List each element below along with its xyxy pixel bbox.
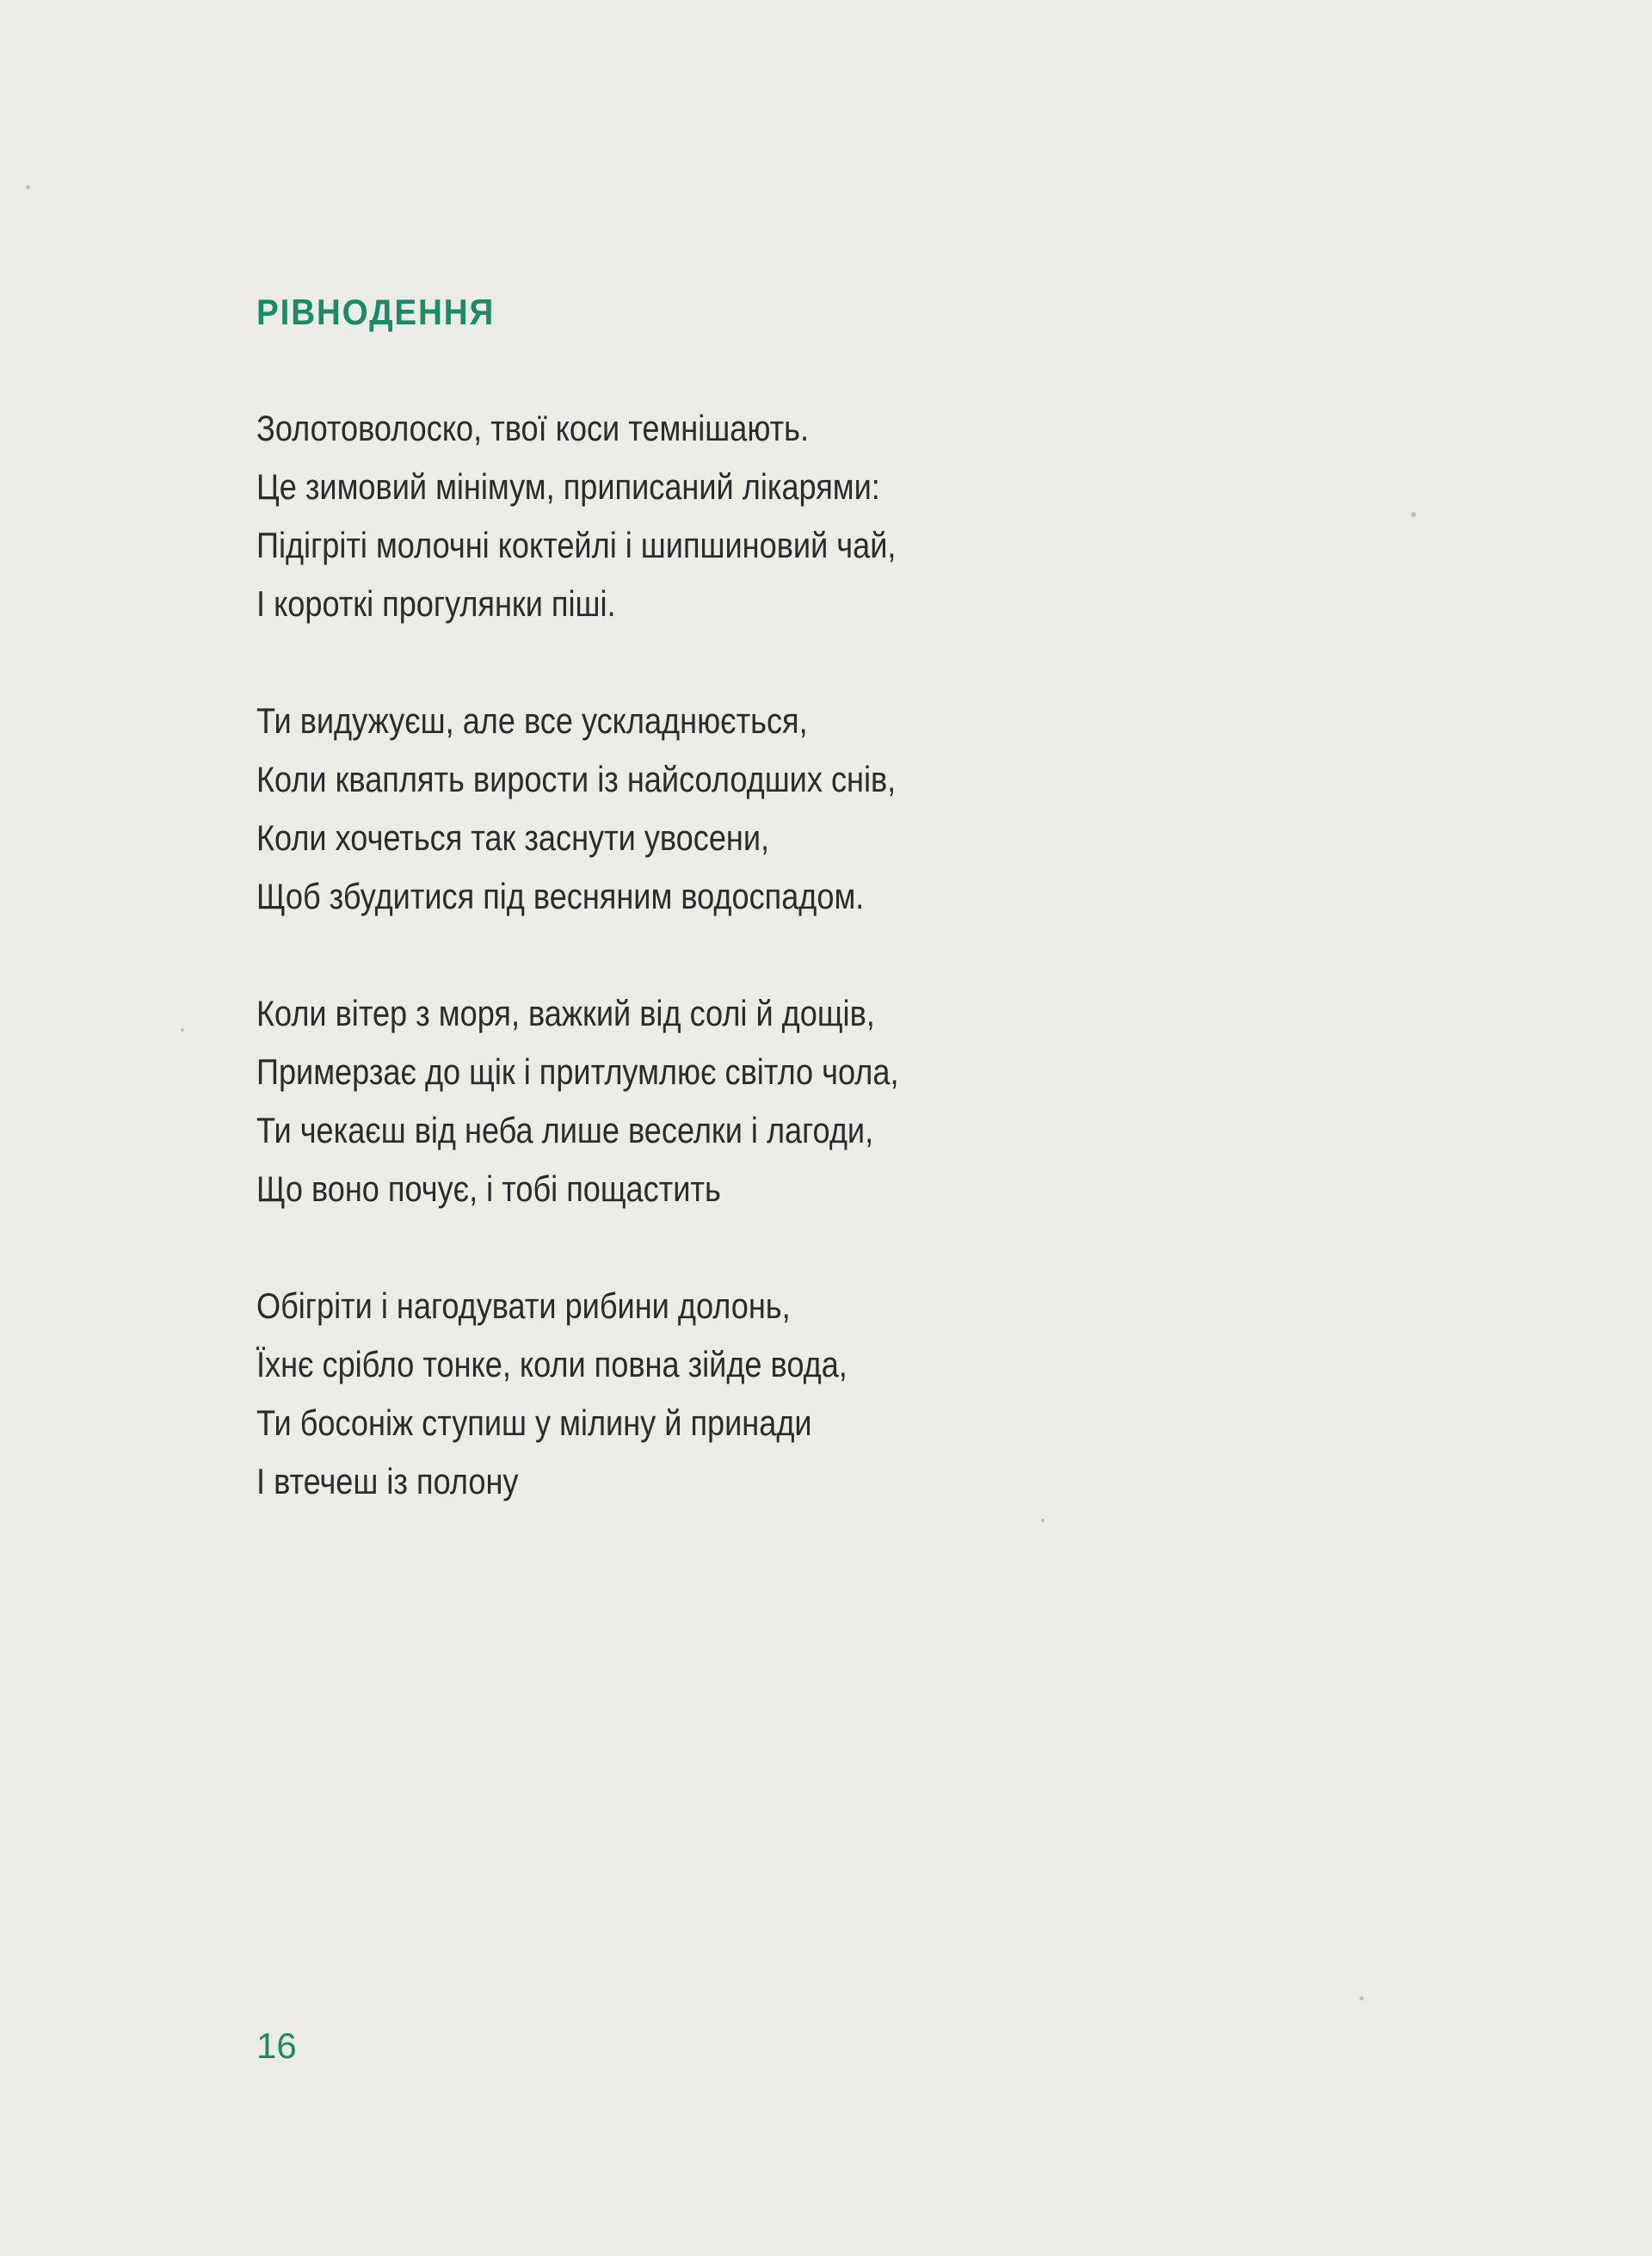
paper-speck (1041, 1519, 1045, 1522)
poem-line: Ти чекаєш від неба лише веселки і лагоди, (256, 1110, 874, 1150)
paper-speck (1411, 512, 1416, 517)
poem-line: Золотоволоско, твої коси темнішають. (256, 408, 810, 448)
poem-line: Примерзає до щік і притлумлює світло чола, (256, 1051, 899, 1092)
paper-speck (181, 1028, 184, 1032)
stanza (256, 692, 898, 926)
poem-line: Ти босоніж ступиш у мілину й принади (256, 1402, 812, 1443)
poem-line: Коли вітер з моря, важкий від солі й дощів, (256, 993, 875, 1033)
poem-line: Що воно почує, і тобі пощастить (256, 1168, 721, 1209)
poem-title: РІВНОДЕННЯ (256, 292, 496, 332)
stanza (256, 984, 898, 1218)
page-number: 16 (256, 2025, 297, 2066)
stanza (256, 399, 898, 633)
stanza (256, 1277, 898, 1511)
paper-speck (26, 185, 30, 189)
poem-body (256, 399, 898, 1569)
poem-line: Коли хочеться так заснути увосени, (256, 817, 770, 858)
poem-line: Їхнє срібло тонке, коли повна зійде вода, (256, 1344, 848, 1384)
poem-line: Підігріті молочні коктейлі і шипшиновий чай, (256, 525, 897, 565)
poem-line: Ти видужуєш, але все ускладнюється, (256, 700, 808, 741)
poem-line: Обігріти і нагодувати рибини долонь, (256, 1285, 791, 1326)
poem-line: І втечеш із полону (256, 1461, 519, 1501)
poem-line: І короткі прогулянки піші. (256, 583, 616, 624)
poem-line: Це зимовий мінімум, приписаний лікарями: (256, 466, 880, 507)
poem-line: Щоб збудитися під весняним водоспадом. (256, 876, 865, 916)
paper-speck (1359, 1996, 1364, 2000)
poem-line: Коли кваплять вирости із найсолодших снів, (256, 759, 897, 799)
